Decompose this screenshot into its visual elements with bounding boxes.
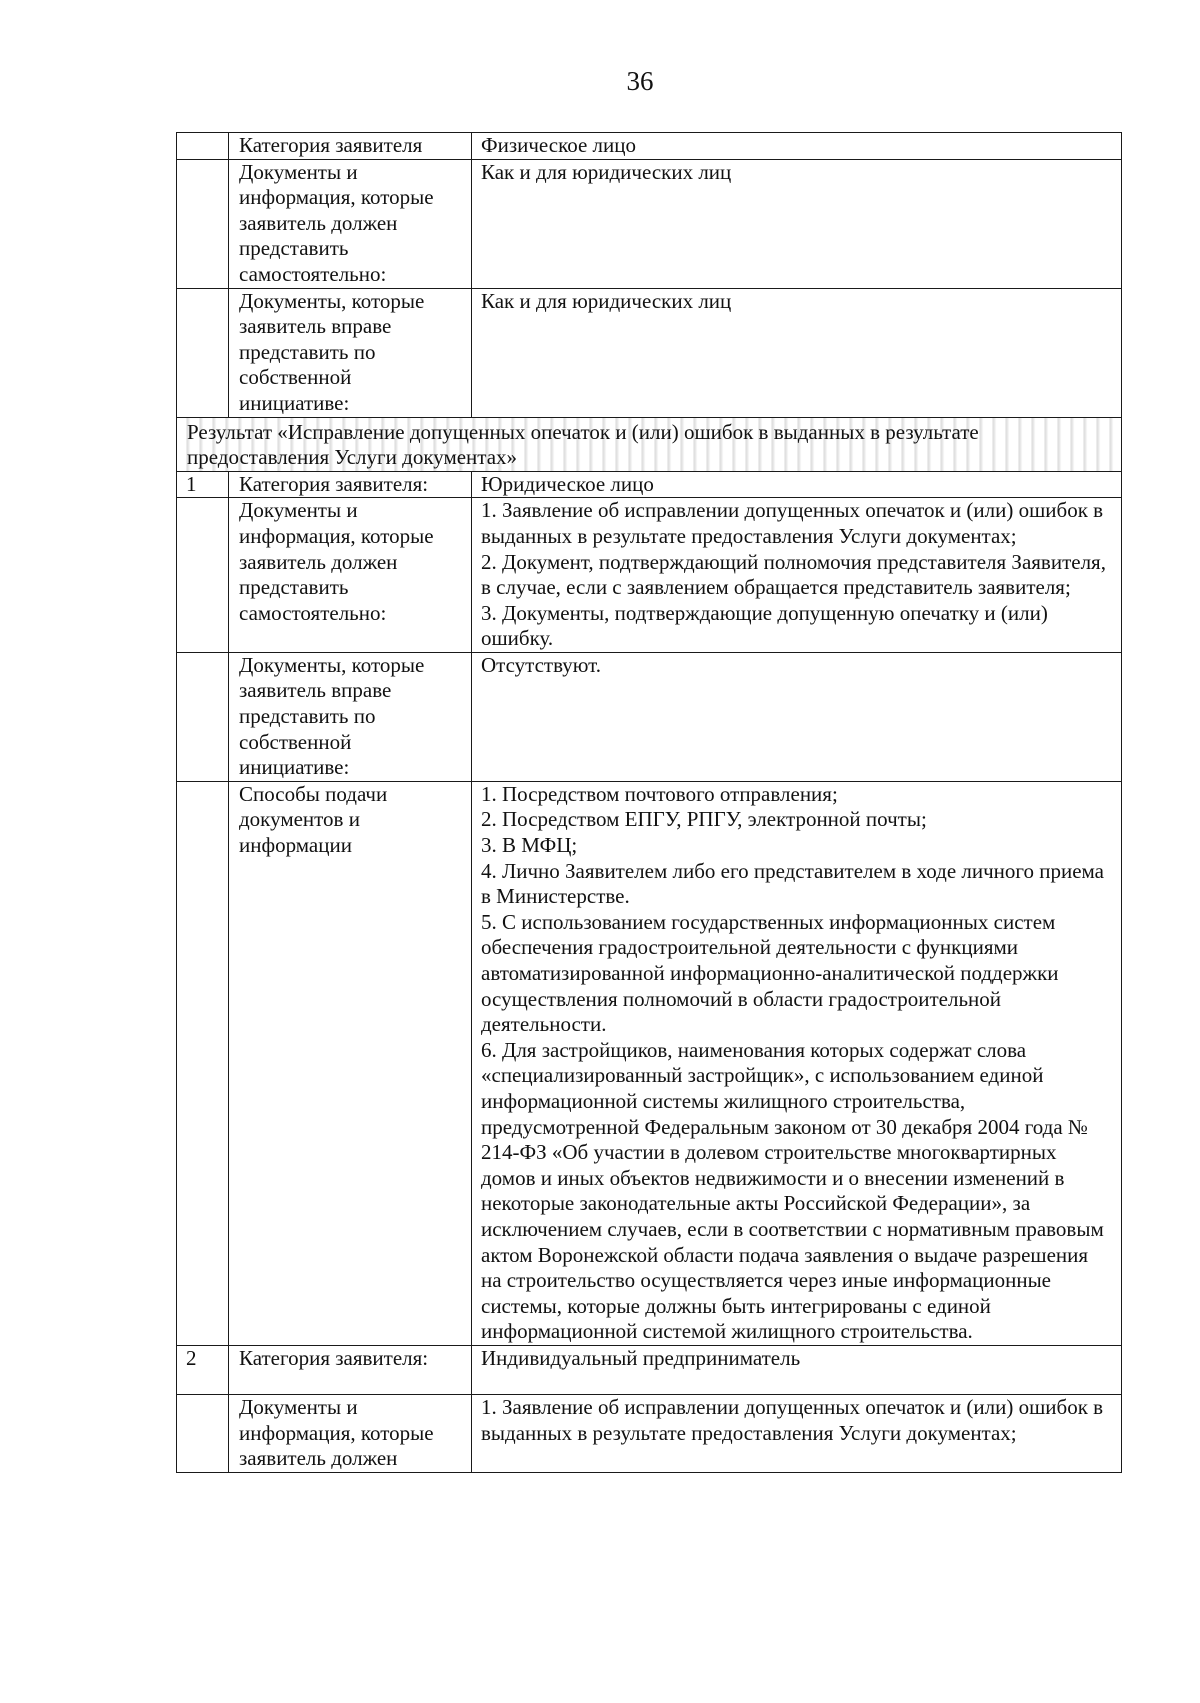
category-value: Юридическое лицо [472, 471, 1122, 498]
table-row [177, 288, 1122, 417]
row-number-cell [177, 498, 229, 653]
row-number-cell [177, 781, 229, 1345]
table-row [177, 471, 1122, 498]
table-row [177, 1394, 1122, 1472]
list-item: 3. Документы, подтверждающие допущенную опечатку и (или) ошибку. [481, 600, 1048, 651]
row-number-cell [177, 1394, 229, 1472]
required-docs-value: Как и для юридических лиц [472, 159, 1122, 288]
category-value: Индивидуальный предприниматель [472, 1345, 1122, 1394]
optional-docs-label: Документы, которые заявитель вправе представить по собственной инициативе: [229, 288, 472, 417]
required-docs-value: 1. Заявление об исправлении допущенных опечаток и (или) ошибок в выданных в результате предоставления Услуги документах; [472, 1394, 1122, 1472]
list-item: 4. Лично Заявителем либо его представителем в ходе личного приема в Министерстве. [481, 858, 1105, 909]
table-row [177, 1345, 1122, 1394]
row-number: 1 [177, 471, 229, 498]
row-number-cell [177, 159, 229, 288]
requirements-table [176, 132, 1122, 1473]
list-item: 6. Для застройщиков, наименования которых содержат слова «специализированный застройщик», с использованием единой информационной системы жилищного строительства, предусмотренной Федеральным законом от 30 декабря 2004 года № 214-ФЗ «Об участии в долевом строительстве многоквартирных домов и иных объектов недвижимости и о внесении изменений в некоторые законодательные акты Российской Федерации», за исключением случаев, если в соответствии с нормативным правовым актом Воронежской области подача заявления о выдаче разрешения на строительство осуществляется через иные информационные системы, которые должны быть интегрированы с единой информационной системой жилищного строительства. [481, 1037, 1104, 1344]
table-row [177, 159, 1122, 288]
table-row [177, 781, 1122, 1345]
table-row [177, 498, 1122, 653]
submission-methods-list [472, 781, 1122, 1345]
row-number-cell [177, 133, 229, 160]
table-row [177, 652, 1122, 781]
category-label: Категория заявителя: [229, 1345, 472, 1394]
required-docs-list [472, 498, 1122, 653]
submission-methods-label: Способы подачи документов и информации [229, 781, 472, 1345]
category-label: Категория заявителя: [229, 471, 472, 498]
list-item: 1. Посредством почтового отправления; [481, 781, 838, 806]
optional-docs-value: Как и для юридических лиц [472, 288, 1122, 417]
list-item: 2. Посредством ЕПГУ, РПГУ, электронной почты; [481, 807, 927, 832]
list-item: 3. В МФЦ; [481, 833, 578, 858]
required-docs-label: Документы и информация, которые заявитель должен представить самостоятельно: [229, 159, 472, 288]
table-row [177, 133, 1122, 160]
optional-docs-value: Отсутствуют. [472, 652, 1122, 781]
page-number: 36 [626, 66, 654, 96]
row-number-cell [177, 652, 229, 781]
list-item: 2. Документ, подтверждающий полномочия представителя Заявителя, в случае, если с заявлением обращается представитель заявителя; [481, 549, 1106, 600]
row-number-cell [177, 288, 229, 417]
row-number: 2 [177, 1345, 229, 1394]
category-label: Категория заявителя [229, 133, 472, 160]
list-item: 1. Заявление об исправлении допущенных опечаток и (или) ошибок в выданных в результате предоставления Услуги документах; [481, 498, 1104, 548]
table-row [177, 417, 1122, 471]
result-section-heading: Результат «Исправление допущенных опечаток и (или) ошибок в выданных в результате предоставления Услуги документах» [177, 417, 1122, 471]
required-docs-label: Документы и информация, которые заявитель должен представить самостоятельно: [229, 498, 472, 653]
optional-docs-label: Документы, которые заявитель вправе представить по собственной инициативе: [229, 652, 472, 781]
list-item: 5. С использованием государственных информационных систем обеспечения градостроительной деятельности с функциями автоматизированной информационно-аналитической поддержки осуществления полномочий в области градостроительной деятельности. [481, 909, 1059, 1037]
category-value: Физическое лицо [472, 133, 1122, 160]
required-docs-label: Документы и информация, которые заявитель должен [229, 1394, 472, 1472]
